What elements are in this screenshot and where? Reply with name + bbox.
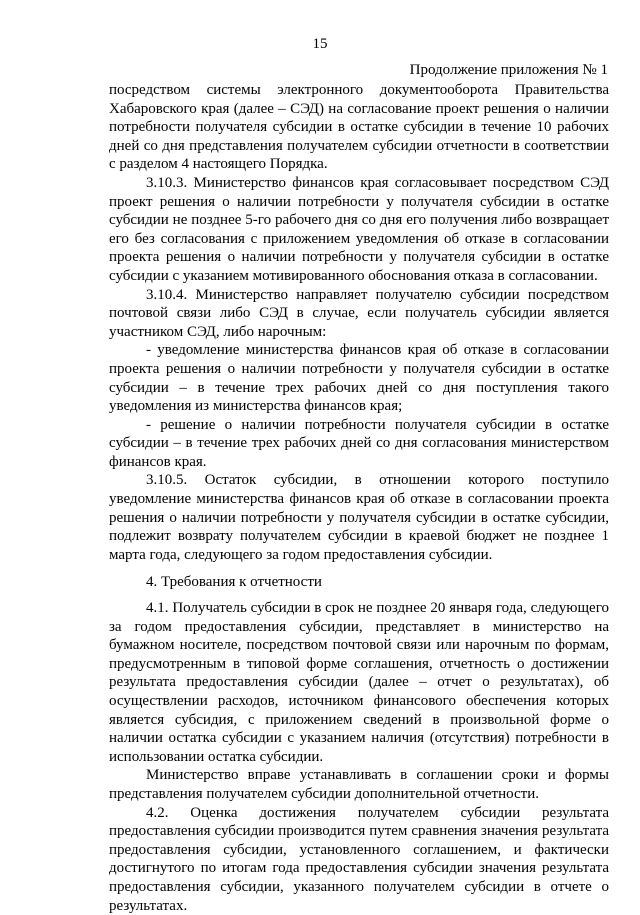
paragraph: 3.10.4. Министерство направляет получателю субсидии посредством почтовой связи либо СЭД в случае, если получатель субсидии является участником СЭД, либо нарочным: — [109, 286, 609, 340]
paragraph: 3.10.3. Министерство финансов края согласовывает посредством СЭД проект решения о наличии потребности у получателя субсидии в остатке субсидии не позднее 5-го рабочего дня со дня его получения либо возвращает его без согласования с приложением уведомления об отказе в согласовании проекта решения о наличии потребности у получателя субсидии в остатке субсидии с указанием мотивированного обоснования отказа в согласовании. — [109, 174, 609, 284]
list-item: - уведомление министерства финансов края об отказе в согласовании проекта решения о наличии потребности у получателя субсидии в остатке субсидии – в течение трех рабочих дней со дня поступления такого уведомления из министерства финансов края; — [109, 342, 609, 415]
paragraph: Министерство вправе устанавливать в соглашении сроки и формы представления получателем субсидии дополнительной отчетности. — [109, 767, 609, 802]
paragraph: посредством системы электронного документооборота Правительства Хабаровского края (далее – СЭД) на согласование проект решения о наличии потребности получателя субсидии в остатке субсидии в течение 10 рабочих дней со дня представления получателем субсидии отчетности в соответствии с разделом 4 настоящего Порядка. — [109, 82, 609, 173]
appendix-continuation-note: Продолжение приложения № 1 — [409, 62, 608, 78]
paragraph: 3.10.5. Остаток субсидии, в отношении которого поступило уведомление министерства финансов края об отказе в согласовании проекта решения о наличии потребности у получателя субсидии в остатке субсидии, подлежит возврату получателем субсидии в краевой бюджет не позднее 1 марта года, следующего за годом предоставления субсидии. — [109, 472, 609, 563]
page-number: 15 — [312, 36, 328, 52]
list-item: - решение о наличии потребности получателя субсидии в остатке субсидии – в течение трех рабочих дней со дня согласования министерством финансов края. — [109, 416, 609, 470]
paragraph: 4.2. Оценка достижения получателем субсидии результата предоставления субсидии производится путем сравнения значения результата предоставления субсидии, установленного соглашением, и фактически достигнутого по итогам года предоставления субсидии значения результата предоставления субсидии, указанного получателем субсидии в отчете о результатах. — [109, 804, 609, 914]
paragraph: 4.1. Получатель субсидии в срок не позднее 20 января года, следующего за годом предоставления субсидии, представляет в министерство на бумажном носителе, посредством почтовой связи или нарочным по формам, предусмотренным в типовой форме соглашения, отчетность о достижении результата предоставления субсидии (далее – отчет о результатах), об осуществлении расходов, источником финансового обеспечения которых является субсидия, с приложением сведений в произвольной форме о наличии остатка субсидии с указанием наличия (отсутствия) потребности в использовании остатка субсидии. — [109, 600, 609, 765]
document-body — [109, 81, 609, 915]
section-heading: 4. Требования к отчетности — [146, 574, 322, 591]
